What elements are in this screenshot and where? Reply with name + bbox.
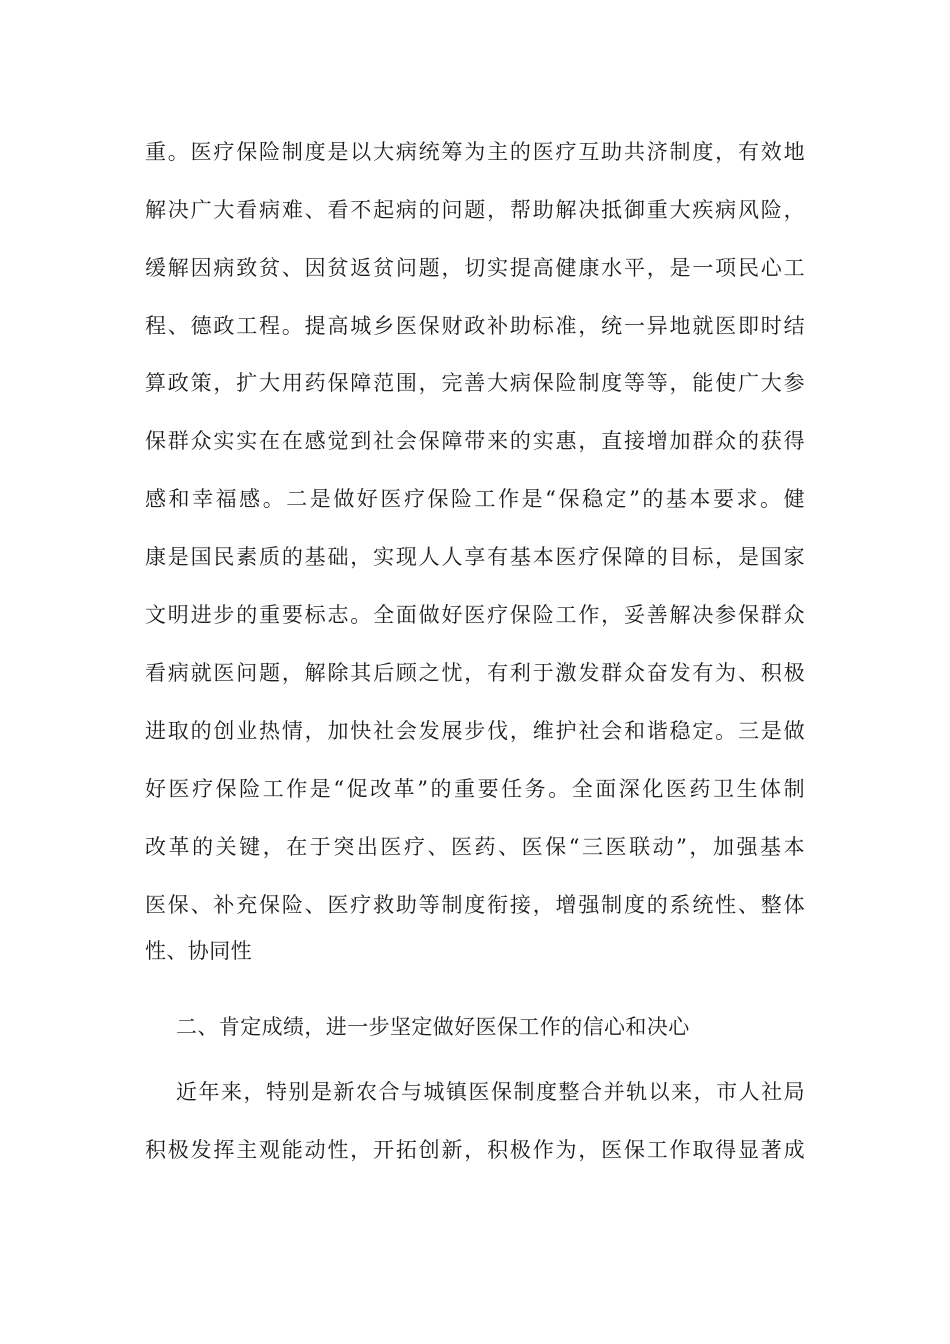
text-line: 重。医疗保险制度是以大病统筹为主的医疗互助共济制度，有效地 xyxy=(145,140,805,164)
text-line: 改革的关键，在于突出医疗、医药、医保“三医联动”，加强基本 xyxy=(145,835,805,859)
text-line: 好医疗保险工作是“促改革”的重要任务。全面深化医药卫生体制 xyxy=(145,777,805,801)
text-line: 感和幸福感。二是做好医疗保险工作是“保稳定”的基本要求。健 xyxy=(145,487,805,511)
text-line: 算政策，扩大用药保障范围，完善大病保险制度等等，能使广大参 xyxy=(145,371,805,395)
text-line: 看病就医问题，解除其后顾之忧，有利于激发群众奋发有为、积极 xyxy=(145,661,805,685)
text-line: 文明进步的重要标志。全面做好医疗保险工作，妥善解决参保群众 xyxy=(145,603,805,627)
text-line: 程、德政工程。提高城乡医保财政补助标准，统一异地就医即时结 xyxy=(145,314,805,338)
text-line: 解决广大看病难、看不起病的问题，帮助解决抵御重大疾病风险， xyxy=(145,198,805,222)
text-line: 积极发挥主观能动性，开拓创新，积极作为，医保工作取得显著成 xyxy=(145,1138,805,1162)
section-heading: 二、肯定成绩，进一步坚定做好医保工作的信心和决心 xyxy=(176,1015,690,1039)
text-line: 近年来，特别是新农合与城镇医保制度整合并轨以来，市人社局 xyxy=(176,1080,805,1104)
text-line: 医保、补充保险、医疗救助等制度衔接，增强制度的系统性、整体 xyxy=(145,893,805,917)
text-line: 康是国民素质的基础，实现人人享有基本医疗保障的目标，是国家 xyxy=(145,545,805,569)
text-line: 进取的创业热情，加快社会发展步伐，维护社会和谐稳定。三是做 xyxy=(145,719,805,743)
text-line: 缓解因病致贫、因贫返贫问题，切实提高健康水平，是一项民心工 xyxy=(145,256,805,280)
text-line: 保群众实实在在感觉到社会保障带来的实惠，直接增加群众的获得 xyxy=(145,429,805,453)
text-line: 性、协同性 xyxy=(145,939,252,963)
